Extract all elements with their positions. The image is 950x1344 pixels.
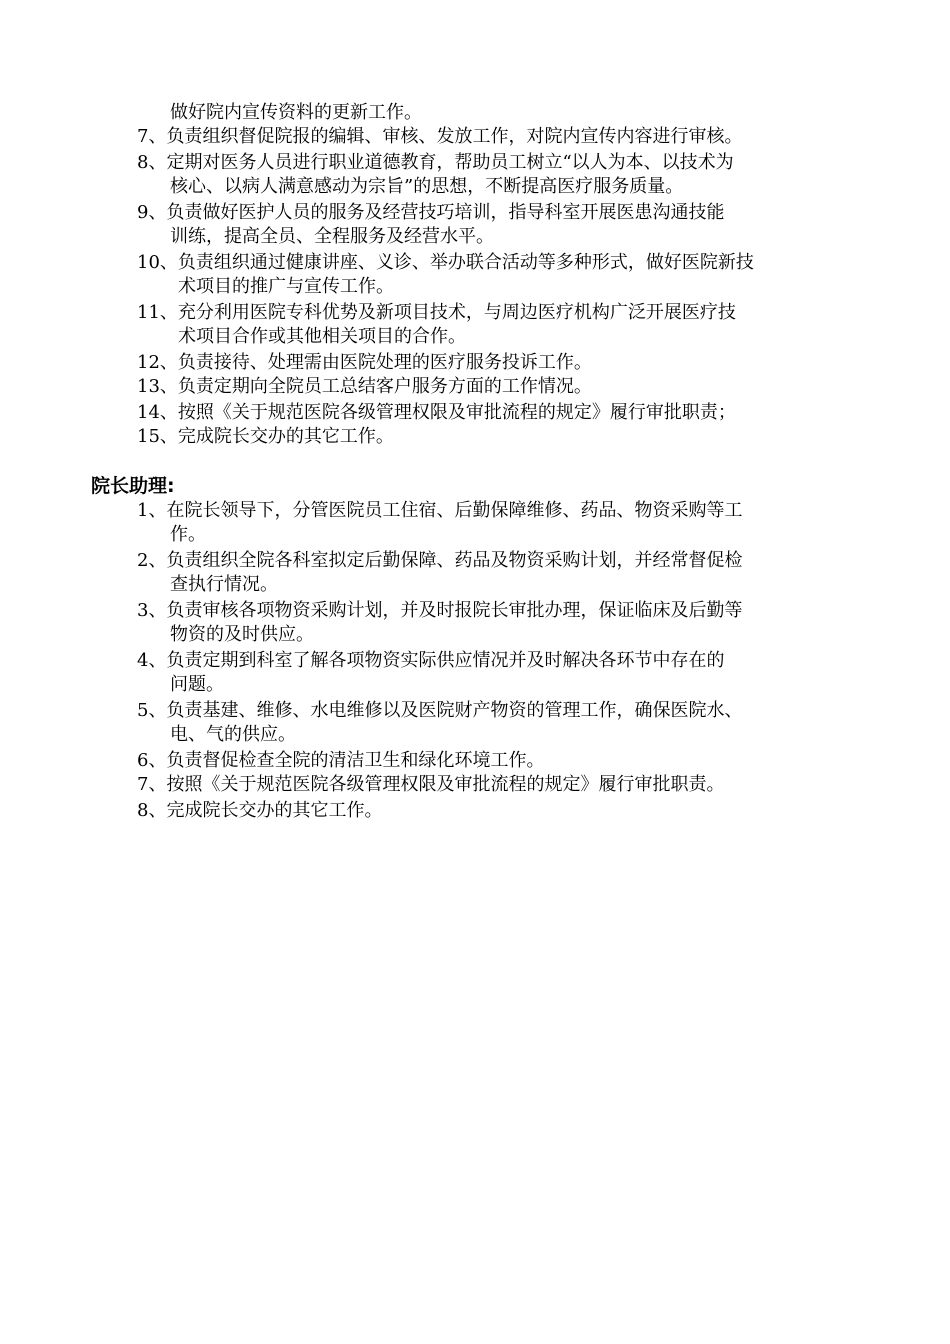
duty-line: 7、按照《关于规范医院各级管理权限及审批流程的规定》履行审批职责。: [137, 774, 725, 795]
duty-line: 作。: [170, 524, 206, 545]
duty-line: 1、在院长领导下，分管医院员工住宿、后勤保障维修、药品、物资采购等工: [137, 500, 743, 521]
duty-line: 物资的及时供应。: [170, 624, 314, 645]
duty-line: 9、负责做好医护人员的服务及经营技巧培训，指导科室开展医患沟通技能: [137, 202, 725, 223]
duty-line: 术项目合作或其他相关项目的合作。: [178, 326, 466, 347]
duty-line: 2、负责组织全院各科室拟定后勤保障、药品及物资采购计划，并经常督促检: [137, 550, 743, 571]
duty-line: 13、负责定期向全院员工总结客户服务方面的工作情况。: [137, 376, 592, 397]
duty-line: 做好院内宣传资料的更新工作。: [170, 102, 422, 123]
duty-line: 12、负责接待、处理需由医院处理的医疗服务投诉工作。: [137, 352, 592, 373]
duty-line: 7、负责组织督促院报的编辑、审核、发放工作，对院内宣传内容进行审核。: [137, 126, 743, 147]
duty-line: 术项目的推广与宣传工作。: [178, 276, 394, 297]
duty-line: 3、负责审核各项物资采购计划，并及时报院长审批办理，保证临床及后勤等: [137, 600, 743, 621]
duty-line: 11、充分利用医院专科优势及新项目技术，与周边医疗机构广泛开展医疗技: [137, 302, 736, 323]
duty-line: 6、负责督促检查全院的清洁卫生和绿化环境工作。: [137, 750, 545, 771]
duty-line: 10、负责组织通过健康讲座、义诊、举办联合活动等多种形式，做好医院新技: [137, 252, 754, 273]
duty-line: 14、按照《关于规范医院各级管理权限及审批流程的规定》履行审批职责；: [137, 402, 736, 423]
section-heading: 院长助理:: [91, 475, 175, 497]
duty-line: 核心、以病人满意感动为宗旨”的思想，不断提高医疗服务质量。: [170, 176, 684, 197]
duty-line: 问题。: [170, 674, 224, 695]
duty-line: 8、完成院长交办的其它工作。: [137, 800, 383, 821]
duty-line: 电、气的供应。: [170, 724, 296, 745]
duty-line: 5、负责基建、维修、水电维修以及医院财产物资的管理工作，确保医院水、: [137, 700, 743, 721]
duty-line: 4、负责定期到科室了解各项物资实际供应情况并及时解决各环节中存在的: [137, 650, 725, 671]
duty-line: 训练，提高全员、全程服务及经营水平。: [170, 226, 494, 247]
duty-line: 15、完成院长交办的其它工作。: [137, 426, 394, 447]
duty-line: 查执行情况。: [170, 574, 278, 595]
duty-line: 8、定期对医务人员进行职业道德教育，帮助员工树立“以人为本、以技术为: [137, 152, 734, 173]
